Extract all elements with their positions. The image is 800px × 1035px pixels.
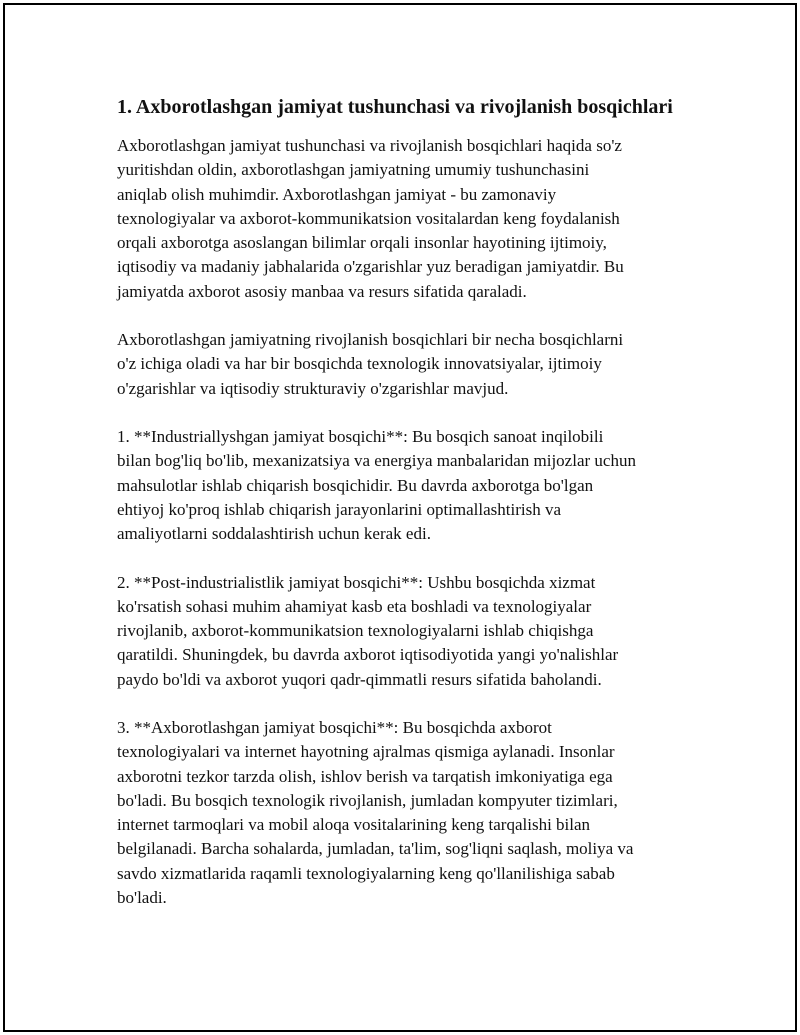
text-line: paydo bo'ldi va axborot yuqori qadr-qimmatli resurs sifatida baholandi. — [117, 669, 602, 689]
paragraph-stage-3 — [117, 716, 683, 910]
text-line: rivojlanib, axborot-kommunikatsion texnologiyalarni ishlab chiqishga — [117, 621, 594, 640]
text-line: orqali axborotga asoslangan bilimlar orqali insonlar hayotining ijtimoiy, — [117, 233, 607, 252]
text-line: o'z ichiga oladi va har bir bosqichda texnologik innovatsiyalar, ijtimoiy — [117, 354, 602, 374]
text-line: Axborotlashgan jamiyat tushunchasi va rivojlanish bosqichlari haqida so'z — [117, 136, 622, 155]
text-line: savdo xizmatlarida raqamli texnologiyalarning keng qo'llanilishiga sabab — [117, 863, 615, 883]
text-line: mahsulotlar ishlab chiqarish bosqichidir. Bu davrda axborotga bo'lgan — [117, 475, 594, 495]
text-line: ko'rsatish sohasi muhim ahamiyat kasb eta boshladi va texnologiyalar — [117, 596, 592, 616]
paragraph-stage-2 — [117, 571, 683, 692]
text-line: o'zgarishlar va iqtisodiy strukturaviy o'zgarishlar mavjud. — [117, 378, 509, 398]
text-line: belgilanadi. Barcha sohalarda, jumladan, ta'lim, sog'liqni saqlash, moliya va — [117, 839, 634, 859]
text-line: texnologiyalari va internet hayotning ajralmas qismiga aylanadi. Insonlar — [117, 742, 615, 762]
document-body — [117, 94, 683, 934]
paragraph-intro — [117, 134, 683, 304]
text-line: 3. **Axborotlashgan jamiyat bosqichi**: Bu bosqichda axborot — [117, 718, 552, 737]
text-line: bilan bog'liq bo'lib, mexanizatsiya va energiya manbalaridan mijozlar uchun — [117, 451, 636, 471]
text-line: bo'ladi. Bu bosqich texnologik rivojlanish, jumladan kompyuter tizimlari, — [117, 790, 618, 810]
text-line: internet tarmoqlari va mobil aloqa vositalarining keng tarqalishi bilan — [117, 815, 591, 834]
text-line: 2. **Post-industrialistlik jamiyat bosqichi**: Ushbu bosqichda xizmat — [117, 572, 596, 592]
text-line: ehtiyoj ko'proq ishlab chiqarish jarayonlarini optimallashtirish va — [117, 499, 562, 519]
paragraph-stages-overview — [117, 328, 683, 401]
text-line: qaratildi. Shuningdek, bu davrda axborot iqtisodiyotida yangi yo'nalishlar — [117, 645, 619, 665]
text-line: axborotni tezkor tarzda olish, ishlov berish va tarqatish imkoniyatiga ega — [117, 766, 613, 786]
paragraph-stage-1 — [117, 425, 683, 546]
text-line: texnologiyalar va axborot-kommunikatsion vositalardan keng foydalanish — [117, 208, 620, 228]
text-line: jamiyatda axborot asosiy manbaa va resurs sifatida qaraladi. — [117, 281, 527, 301]
text-line: 1. **Industriallyshgan jamiyat bosqichi**: Bu bosqich sanoat inqilobili — [117, 427, 604, 446]
text-line: iqtisodiy va madaniy jabhalarida o'zgarishlar yuz beradigan jamiyatdir. Bu — [117, 257, 624, 277]
text-line: Axborotlashgan jamiyatning rivojlanish bosqichlari bir necha bosqichlarni — [117, 330, 624, 349]
document-title: 1. Axborotlashgan jamiyat tushunchasi va rivojlanish bosqichlari — [117, 96, 673, 118]
text-line: yuritishdan oldin, axborotlashgan jamiyatning umumiy tushunchasini — [117, 160, 590, 180]
text-line: aniqlab olish muhimdir. Axborotlashgan jamiyat - bu zamonaviy — [117, 184, 557, 204]
text-line: amaliyotlarni soddalashtirish uchun kerak edi. — [117, 524, 431, 543]
text-line: bo'ladi. — [117, 887, 167, 907]
